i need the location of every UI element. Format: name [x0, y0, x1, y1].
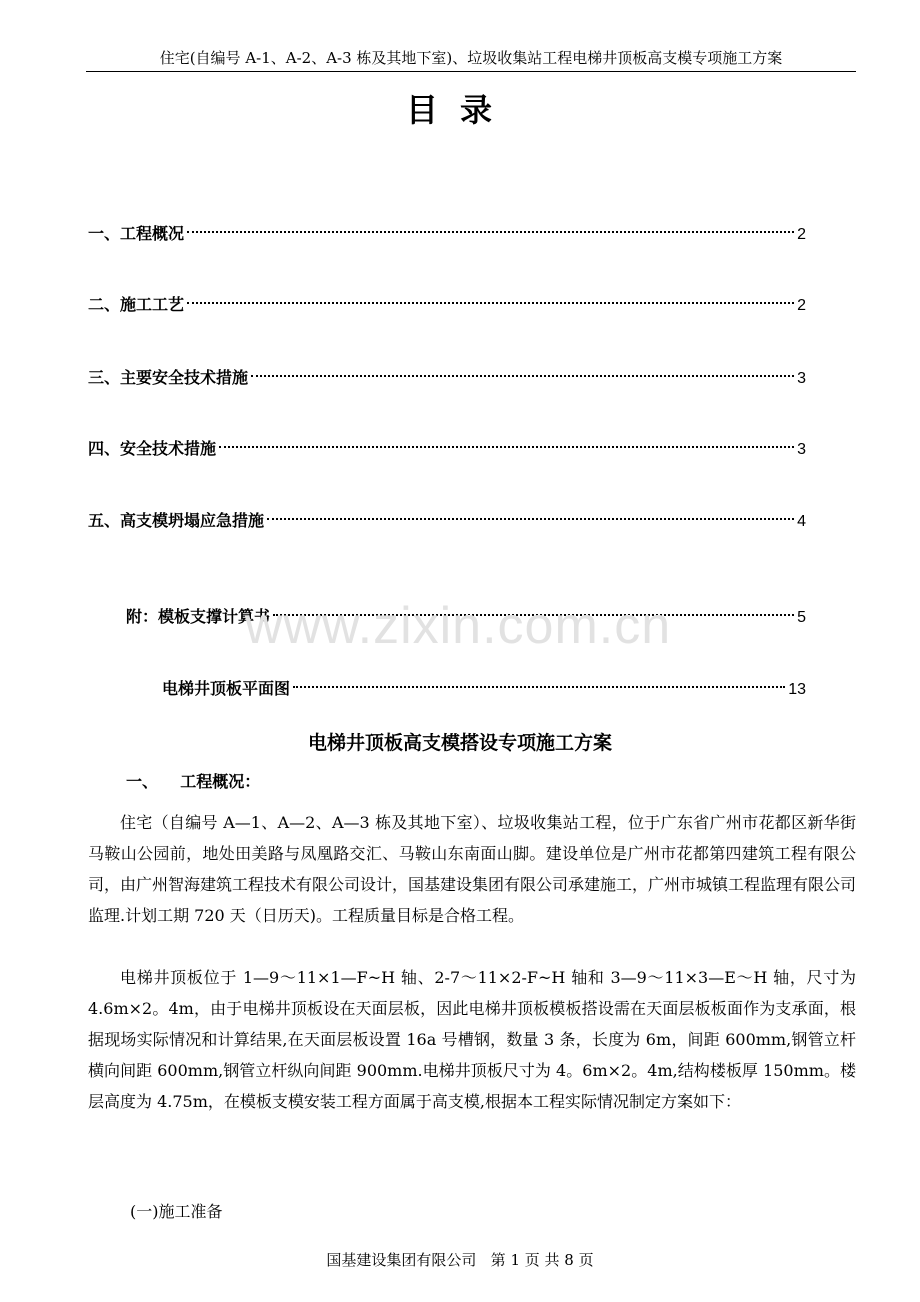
toc-dot-leader — [219, 446, 794, 448]
toc-entry-label: 二、施工工艺 — [88, 295, 185, 314]
toc-entry-page: 4 — [797, 513, 806, 530]
toc-entry-2[interactable] — [88, 293, 806, 317]
page-footer: 国基建设集团有限公司 第 1 页 共 8 页 — [326, 1251, 594, 1269]
toc-entry-page: 3 — [797, 441, 806, 458]
toc-entry-label: 电梯井顶板平面图 — [162, 679, 291, 698]
toc-entry-page: 13 — [788, 681, 806, 698]
toc-entry-page: 5 — [797, 609, 806, 626]
toc-entry-5[interactable] — [88, 509, 806, 533]
toc-dot-leader — [187, 231, 794, 233]
body-paragraph-1: 住宅（自编号 A—1、A—2、A—3 栋及其地下室）、垃圾收集站工程，位于广东省广州市花都区新华街马鞍山公园前，地处田美路与凤凰路交汇、马鞍山东南面山脚。建设单位是广州市花都第四建筑工程有限公司，由广州智海建筑工程技术有限公司设计，国基建设集团有限公司承建施工，广州市城镇工程监理有限公司监理.计划工期 720 天（日历天)。工程质量目标是合格工程。 — [88, 813, 857, 925]
toc-entry-label: 四、安全技术措施 — [88, 439, 217, 458]
header-rule — [86, 71, 856, 72]
toc-entry-label: 三、主要安全技术措施 — [88, 368, 249, 387]
section-title: 电梯井顶板高支模搭设专项施工方案 — [307, 732, 612, 754]
section-subheading: 一、 工程概况： — [126, 772, 261, 791]
toc-entry-page: 2 — [797, 297, 806, 314]
toc-entry-page: 2 — [797, 226, 806, 243]
toc-entry-page: 3 — [797, 370, 806, 387]
toc-entry-plan[interactable] — [162, 677, 806, 701]
sub-item-heading: (一)施工准备 — [130, 1202, 223, 1221]
toc-entry-3[interactable] — [88, 366, 806, 390]
body-paragraph-2: 电梯井顶板位于 1—9～11×1—F~H 轴、2-7～11×2-F~H 轴和 3—9～11×3—E～H 轴，尺寸为 4.6m×2。4m，由于电梯井顶板设在天面层板，因此电梯井顶板模板搭设需在天面层板板面作为支承面，根据现场实际情况和计算结果,在天面层板设置 16a 号槽钢，数量 3 条，长度为 6m，间距 600mm,钢管立杆横向间距 600mm,钢管立杆纵向间距 900mm.电梯井顶板尺寸为 4。6m×2。4m,结构楼板厚 150mm。楼层高度为 4.75m，在模板支模安装工程方面属于高支模,根据本工程实际情况制定方案如下： — [88, 968, 856, 1111]
toc-dot-leader — [267, 518, 794, 520]
toc-dot-leader — [293, 686, 785, 688]
toc-entry-label: 一、工程概况 — [88, 224, 185, 243]
toc-entry-label: 五、高支模坍塌应急措施 — [88, 511, 265, 530]
toc-dot-leader — [187, 302, 794, 304]
toc-entry-1[interactable] — [88, 222, 806, 246]
toc-title: 目录 — [405, 91, 514, 129]
toc-dot-leader — [251, 375, 794, 377]
toc-entry-label: 附：模板支撑计算书 — [126, 607, 271, 626]
page-header: 住宅(自编号 A-1、A-2、A-3 栋及其地下室)、垃圾收集站工程电梯井顶板高支模专项施工方案 — [159, 49, 783, 67]
toc-entry-4[interactable] — [88, 437, 806, 461]
watermark: www.zixin.com.cn — [244, 597, 672, 655]
